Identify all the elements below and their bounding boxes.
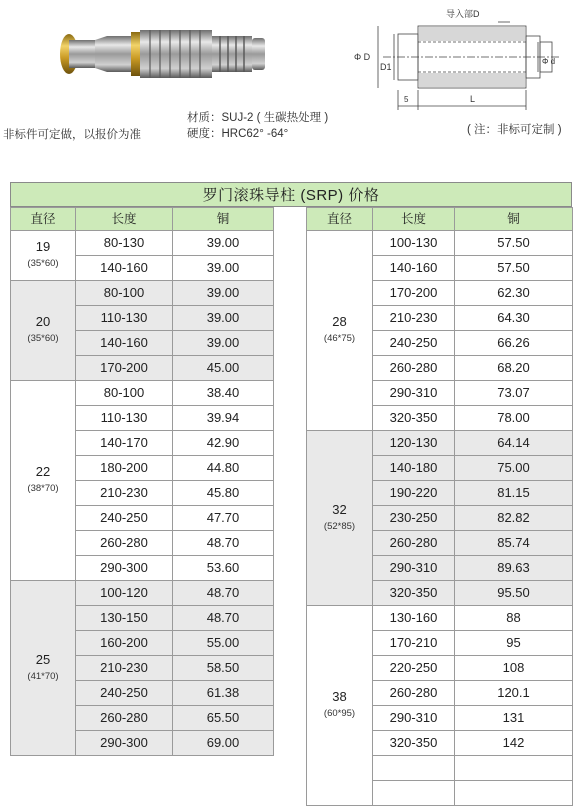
diameter-value: 19 bbox=[35, 239, 51, 254]
length-cell: 110-130 bbox=[76, 406, 173, 431]
diameter-size: (41*70) bbox=[27, 670, 59, 682]
drawing-d-label: Φ d bbox=[542, 57, 556, 66]
diameter-size: (60*95) bbox=[323, 708, 356, 719]
diameter-value: 22 bbox=[35, 464, 51, 479]
price-cell: 44.80 bbox=[173, 456, 274, 481]
length-cell: 140-160 bbox=[76, 256, 173, 281]
diameter-group bbox=[11, 581, 274, 756]
length-cell: 100-130 bbox=[373, 231, 455, 256]
price-cell: 108 bbox=[455, 656, 573, 681]
length-cell bbox=[373, 781, 455, 806]
length-cell: 320-350 bbox=[373, 731, 455, 756]
price-cell: 95 bbox=[455, 631, 573, 656]
length-cell: 260-280 bbox=[76, 706, 173, 731]
diameter-value: 38 bbox=[332, 689, 347, 704]
price-cell: 142 bbox=[455, 731, 573, 756]
price-cell: 48.70 bbox=[173, 581, 274, 606]
price-cell: 39.00 bbox=[173, 306, 274, 331]
diameter-size: (35*60) bbox=[27, 333, 59, 344]
length-cell: 290-310 bbox=[373, 556, 455, 581]
diameter-cell bbox=[11, 581, 76, 756]
diameter-size: (52*85) bbox=[323, 520, 356, 532]
drawing-entry-label: 导入部D bbox=[446, 9, 480, 19]
drawing-5-label: 5 bbox=[404, 95, 409, 104]
length-cell: 130-160 bbox=[373, 606, 455, 631]
diameter-group bbox=[307, 231, 573, 431]
table-title: 罗门滚珠导柱 (SRP) 价格 bbox=[10, 182, 572, 207]
price-cell bbox=[455, 781, 573, 806]
diameter-cell bbox=[307, 606, 373, 806]
col-diameter: 直径 bbox=[11, 208, 76, 231]
diameter-cell bbox=[307, 231, 373, 431]
diameter-group bbox=[307, 606, 573, 806]
col-length: 长度 bbox=[373, 208, 455, 231]
price-cell: 48.70 bbox=[173, 606, 274, 631]
length-cell: 290-310 bbox=[373, 706, 455, 731]
price-cell: 64.14 bbox=[455, 431, 573, 456]
length-cell: 80-100 bbox=[76, 381, 173, 406]
price-cell: 131 bbox=[455, 706, 573, 731]
hardness-text: 硬度：HRC62° -64° bbox=[187, 128, 289, 140]
length-cell: 210-230 bbox=[373, 306, 455, 331]
custom-note-right: ( 注：非标可定制 ) bbox=[467, 124, 562, 136]
diameter-cell bbox=[11, 231, 76, 281]
diameter-group bbox=[11, 281, 274, 381]
length-cell: 140-180 bbox=[373, 456, 455, 481]
diameter-group bbox=[11, 231, 274, 281]
length-cell: 100-120 bbox=[76, 581, 173, 606]
diameter-cell bbox=[11, 281, 76, 381]
length-cell: 320-350 bbox=[373, 581, 455, 606]
price-cell: 89.63 bbox=[455, 556, 573, 581]
col-price: 铜 bbox=[455, 208, 573, 231]
length-cell: 170-210 bbox=[373, 631, 455, 656]
table-row bbox=[307, 431, 573, 456]
length-cell: 130-150 bbox=[76, 606, 173, 631]
price-cell: 81.15 bbox=[455, 481, 573, 506]
price-cell: 39.00 bbox=[173, 281, 274, 306]
price-cell: 39.00 bbox=[173, 256, 274, 281]
price-cell: 55.00 bbox=[173, 631, 274, 656]
price-cell: 39.94 bbox=[173, 406, 274, 431]
drawing-L-label: L bbox=[470, 94, 476, 104]
table-row bbox=[307, 231, 573, 256]
length-cell: 220-250 bbox=[373, 656, 455, 681]
price-cell: 66.26 bbox=[455, 331, 573, 356]
price-cell: 45.00 bbox=[173, 356, 274, 381]
guide-pin-image bbox=[55, 14, 270, 96]
col-length: 长度 bbox=[76, 208, 173, 231]
material-text: 材质：SUJ-2 ( 生碳热处理 ) bbox=[187, 112, 329, 124]
price-cell: 61.38 bbox=[173, 681, 274, 706]
price-cell: 47.70 bbox=[173, 506, 274, 531]
price-cell: 62.30 bbox=[455, 281, 573, 306]
price-cell: 75.00 bbox=[455, 456, 573, 481]
length-cell: 240-250 bbox=[76, 681, 173, 706]
length-cell: 290-300 bbox=[76, 556, 173, 581]
price-table-left bbox=[10, 207, 274, 756]
length-cell: 290-300 bbox=[76, 731, 173, 756]
price-cell: 45.80 bbox=[173, 481, 274, 506]
diameter-cell bbox=[307, 431, 373, 606]
length-cell: 260-280 bbox=[76, 531, 173, 556]
length-cell: 210-230 bbox=[76, 481, 173, 506]
table-row bbox=[307, 606, 573, 631]
diameter-size: (46*75) bbox=[323, 333, 356, 344]
price-cell: 58.50 bbox=[173, 656, 274, 681]
drawing-D1-label: D1 bbox=[380, 62, 392, 72]
table-row bbox=[11, 281, 274, 306]
price-cell: 48.70 bbox=[173, 531, 274, 556]
length-cell: 320-350 bbox=[373, 406, 455, 431]
price-cell: 95.50 bbox=[455, 581, 573, 606]
price-table-right bbox=[306, 207, 573, 806]
diameter-size: (35*60) bbox=[27, 258, 59, 269]
length-cell: 80-100 bbox=[76, 281, 173, 306]
length-cell: 290-310 bbox=[373, 381, 455, 406]
price-cell: 69.00 bbox=[173, 731, 274, 756]
table-gap bbox=[273, 207, 306, 752]
length-cell: 210-230 bbox=[76, 656, 173, 681]
table-row bbox=[11, 581, 274, 606]
length-cell: 140-160 bbox=[373, 256, 455, 281]
price-cell: 57.50 bbox=[455, 231, 573, 256]
price-cell: 64.30 bbox=[455, 306, 573, 331]
length-cell: 170-200 bbox=[76, 356, 173, 381]
length-cell: 120-130 bbox=[373, 431, 455, 456]
length-cell: 260-280 bbox=[373, 356, 455, 381]
price-cell: 57.50 bbox=[455, 256, 573, 281]
price-cell: 82.82 bbox=[455, 506, 573, 531]
diameter-cell bbox=[11, 381, 76, 581]
length-cell: 240-250 bbox=[76, 506, 173, 531]
length-cell: 140-170 bbox=[76, 431, 173, 456]
length-cell: 160-200 bbox=[76, 631, 173, 656]
diameter-value: 28 bbox=[332, 314, 347, 329]
diameter-group bbox=[11, 381, 274, 581]
price-cell: 42.90 bbox=[173, 431, 274, 456]
price-cell: 68.20 bbox=[455, 356, 573, 381]
diameter-size: (38*70) bbox=[27, 483, 59, 494]
table-row bbox=[11, 381, 274, 406]
price-cell: 53.60 bbox=[173, 556, 274, 581]
diameter-value: 25 bbox=[35, 651, 51, 667]
length-cell bbox=[373, 756, 455, 781]
diameter-value: 20 bbox=[35, 314, 51, 329]
price-cell: 120.1 bbox=[455, 681, 573, 706]
length-cell: 140-160 bbox=[76, 331, 173, 356]
custom-note: 非标件可定做，以报价为准 bbox=[3, 129, 141, 141]
technical-drawing bbox=[338, 4, 570, 114]
price-cell: 73.07 bbox=[455, 381, 573, 406]
length-cell: 180-200 bbox=[76, 456, 173, 481]
length-cell: 260-280 bbox=[373, 681, 455, 706]
col-diameter: 直径 bbox=[307, 208, 373, 231]
length-cell: 110-130 bbox=[76, 306, 173, 331]
col-price: 铜 bbox=[173, 208, 274, 231]
price-cell: 78.00 bbox=[455, 406, 573, 431]
length-cell: 260-280 bbox=[373, 531, 455, 556]
drawing-D-label: Φ D bbox=[354, 52, 371, 62]
table-row bbox=[11, 231, 274, 256]
price-cell: 38.40 bbox=[173, 381, 274, 406]
price-cell: 85.74 bbox=[455, 531, 573, 556]
length-cell: 240-250 bbox=[373, 331, 455, 356]
length-cell: 190-220 bbox=[373, 481, 455, 506]
price-cell: 88 bbox=[455, 606, 573, 631]
price-cell bbox=[455, 756, 573, 781]
price-cell: 39.00 bbox=[173, 331, 274, 356]
price-cell: 39.00 bbox=[173, 231, 274, 256]
diameter-group bbox=[307, 431, 573, 606]
diameter-value: 32 bbox=[332, 501, 347, 517]
length-cell: 230-250 bbox=[373, 506, 455, 531]
price-cell: 65.50 bbox=[173, 706, 274, 731]
length-cell: 170-200 bbox=[373, 281, 455, 306]
length-cell: 80-130 bbox=[76, 231, 173, 256]
